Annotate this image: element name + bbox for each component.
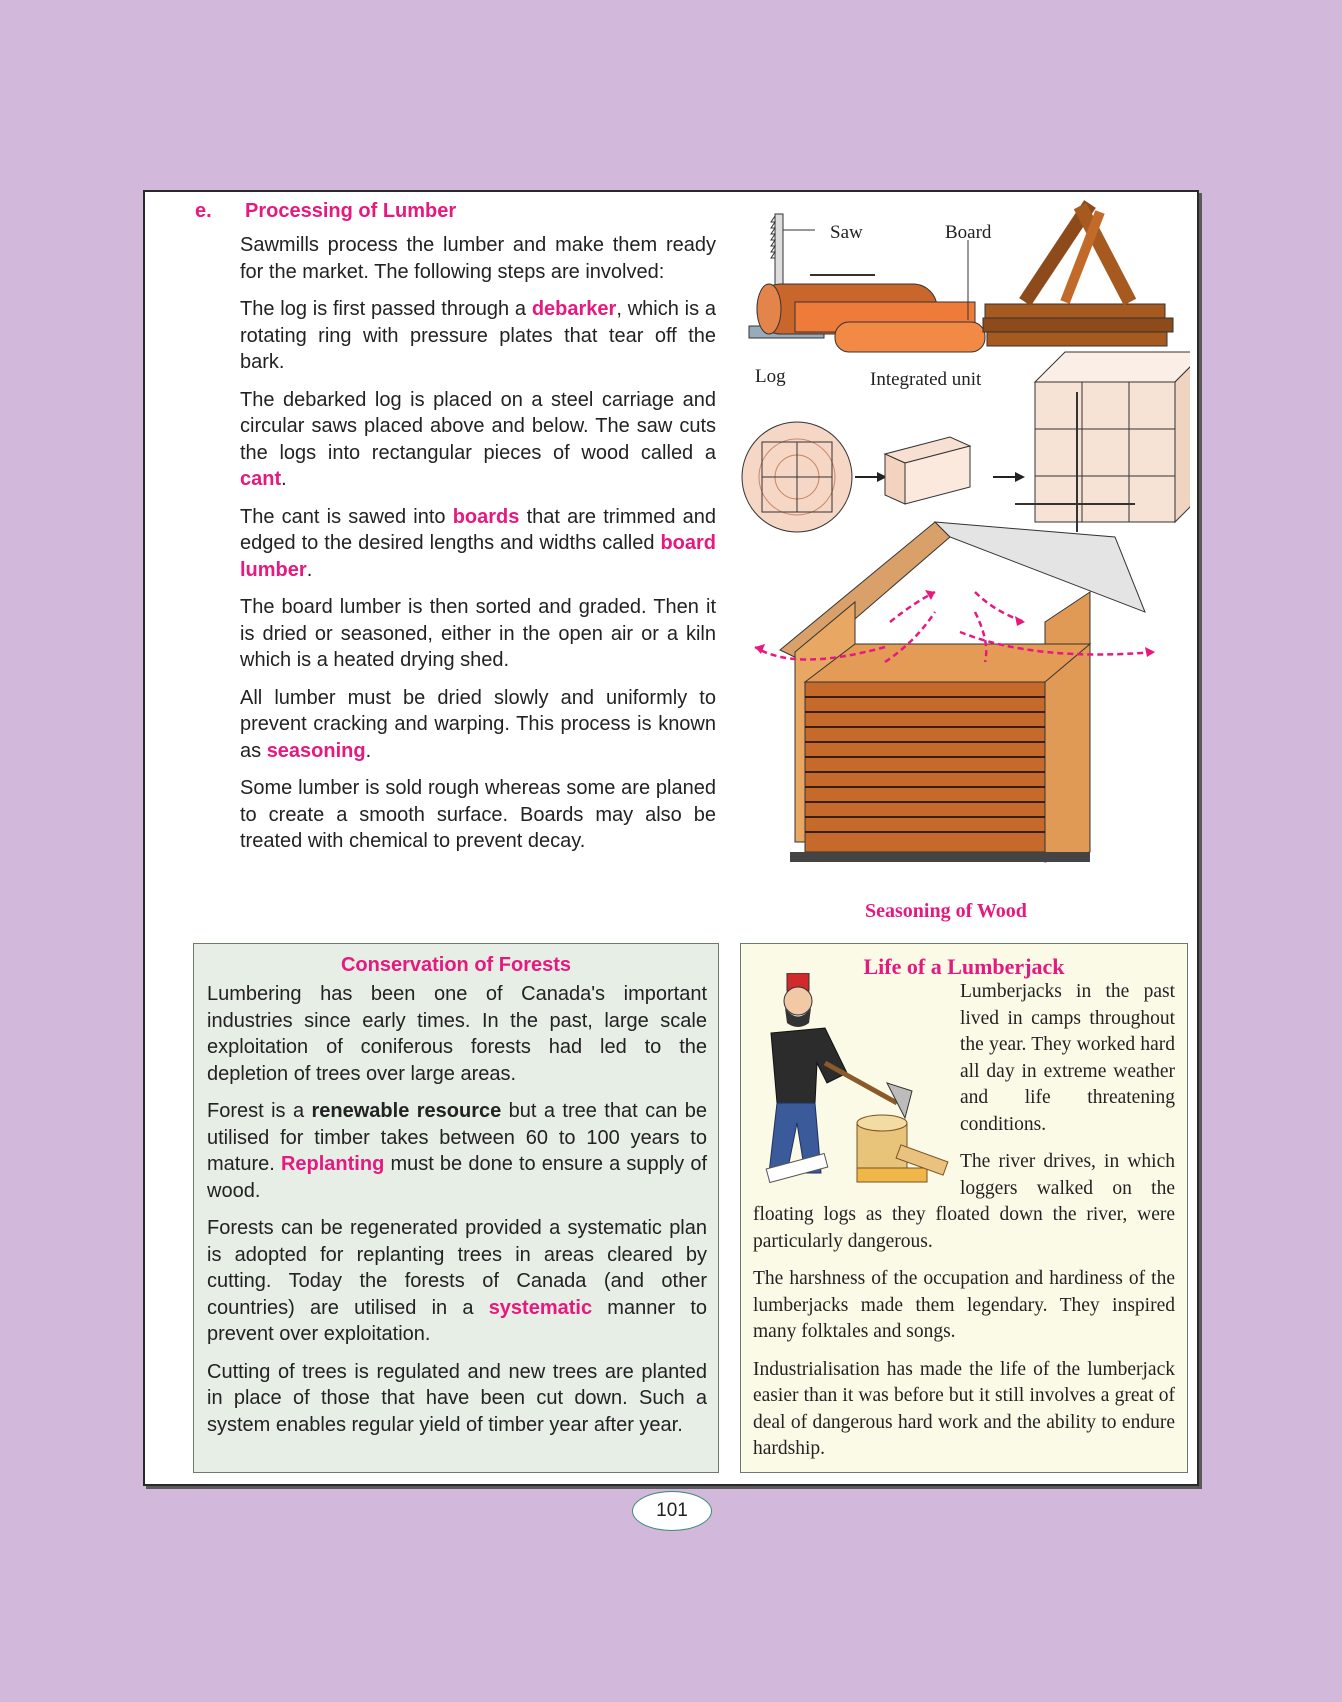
conservation-p1: Lumbering has been one of Canada's important industries since early times. In the past, large scale exploitation of coniferous forests had led to the depletion of trees over large areas.: [207, 983, 707, 1085]
processing-p1: Sawmills process the lumber and make them ready for the market. The following steps are involved:: [240, 234, 716, 283]
board-label: Board: [945, 222, 992, 243]
seasoning-caption: Seasoning of Wood: [865, 900, 1027, 922]
lumberjack-p1: Lumberjacks in the past lived in camps throughout the year. They worked hard all day in extreme weather and life threatening conditions.: [960, 981, 1175, 1135]
conservation-p2: Forest is a renewable resource but a tree that can be utilised for timber takes between 60 to 100 years to mature. Replanting must be done to ensure a supply of wood.: [207, 1100, 707, 1202]
lumberjack-title: Life of a Lumberjack: [863, 954, 1065, 979]
lumberjack-p2: The river drives, in which loggers walked on the floating logs as they floated down the river, were particularly dangerous.: [753, 1151, 1175, 1252]
processing-p4: The cant is sawed into boards that are trimmed and edged to the desired lengths and widths called board lumber.: [240, 505, 716, 581]
processing-text: [240, 232, 716, 866]
section-heading: [195, 200, 456, 223]
page-panel: [143, 190, 1199, 1486]
lumber-figures: [735, 192, 1190, 932]
processing-p2: The log is first passed through a debarker, which is a rotating ring with pressure plates that tear off the bark.: [240, 298, 716, 373]
lumberjack-icon: [747, 973, 952, 1188]
processing-p7: Some lumber is sold rough whereas some are planed to create a smooth surface. Boards may also be treated with chemical to prevent decay.: [240, 777, 716, 852]
lumberjack-p4: Industrialisation has made the life of the lumberjack easier than it was before but it still involves a great of deal of dangerous hard work and the ability to endure hardship.: [753, 1358, 1175, 1459]
conservation-p4: Cutting of trees is regulated and new trees are planted in place of those that have been cut down. Such a system enables regular yield of timber year after year.: [207, 1360, 707, 1436]
conservation-box: [193, 943, 719, 1473]
seasoning-shed-illustration: [755, 522, 1155, 862]
term-replanting: Replanting: [280, 1153, 385, 1175]
conservation-title: Conservation of Forests: [340, 954, 572, 976]
lumberjack-text: [753, 979, 1175, 1474]
conservation-p3: Forests can be regenerated provided a systematic plan is adopted for replanting trees in areas cleared by cutting. Today the forests of Canada (and other countries) are utilised in a systematic manner to prevent over exploitation.: [207, 1217, 707, 1345]
term-seasoning: seasoning: [266, 739, 366, 762]
processing-p3: The debarked log is placed on a steel carriage and circular saws placed above and below. The saw cuts the logs into rectangular pieces of wood called a cant.: [240, 388, 716, 490]
conservation-text: [207, 981, 707, 1449]
shed-roof-icon: [935, 522, 1145, 612]
section-letter: e.: [195, 200, 212, 222]
lumber-stack-icon: [805, 682, 1045, 852]
processing-p5: The board lumber is then sorted and graded. Then it is dried or seasoned, either in the open air or a kiln which is a heated drying shed.: [240, 596, 716, 671]
log-label: Log: [755, 366, 786, 387]
processing-p6: All lumber must be dried slowly and uniformly to prevent cracking and warping. This process is known as seasoning.: [240, 686, 716, 762]
section-title: Processing of Lumber: [245, 200, 457, 222]
term-debarker: debarker: [531, 298, 617, 320]
term-renewable-resource: renewable resource: [311, 1100, 502, 1122]
arrow-icon: [1015, 472, 1025, 482]
term-systematic: systematic: [488, 1296, 593, 1319]
lumberjack-box: [740, 943, 1188, 1473]
sawmill-illustration: [735, 192, 1190, 932]
page-number: 101: [632, 1491, 712, 1531]
term-cant: cant: [240, 468, 282, 490]
saw-label: Saw: [830, 222, 863, 243]
term-boards: boards: [452, 505, 520, 528]
board-pile-icon: [983, 204, 1173, 346]
lumberjack-p3: The harshness of the occupation and hardiness of the lumberjacks made them legendary. They inspired many folktales and songs.: [753, 1268, 1175, 1342]
integrated-unit-label: Integrated unit: [870, 369, 982, 390]
term-board-lumber: board lumber: [240, 532, 716, 581]
blocks-stack-icon: [1015, 352, 1190, 532]
